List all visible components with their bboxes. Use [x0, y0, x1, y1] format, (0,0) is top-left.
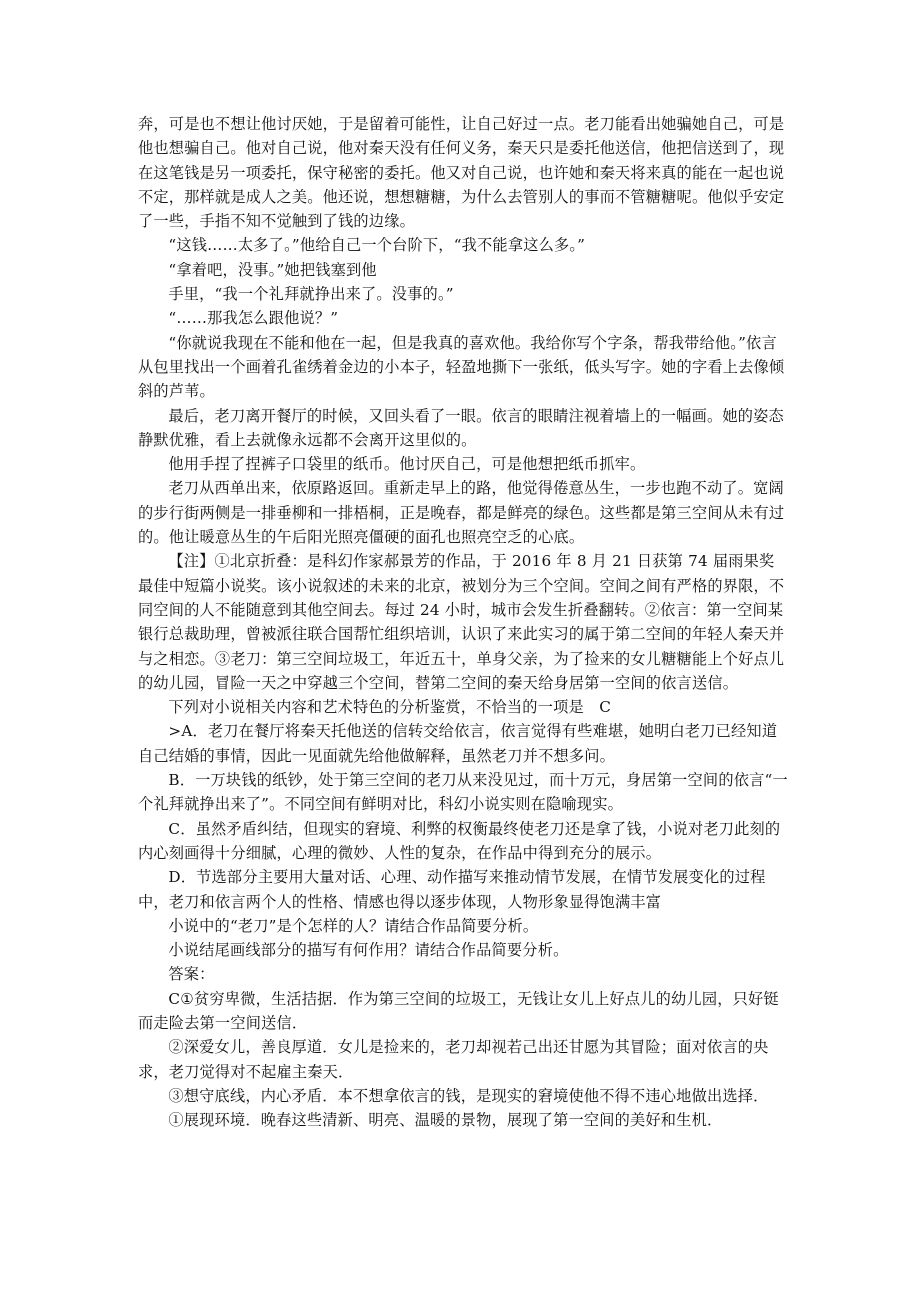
option-c: C．虽然矛盾纠结，但现实的窘境、利弊的权衡最终使老刀还是拿了钱，小说对老刀此刻的内心刻画得十分细腻，心理的微妙、人性的复杂，在作品中得到充分的展示。 — [138, 819, 781, 862]
option-d: D．节选部分主要用大量对话、心理、动作描写来推动情节发展，在情节发展变化的过程中，老刀和依言两个人的性格、情感也得以逐步体现，人物形象显得饱满丰富 — [138, 868, 766, 911]
document-body — [138, 112, 788, 1132]
answer-heading: 答案： — [168, 965, 215, 984]
option-b: B．一万块钱的纸钞，处于第三空间的老刀从来没见过，而十万元，身居第一空间的依言“一个礼拜就挣出来了”。不同空间有鲜明对比，科幻小说实则在隐喻现实。 — [138, 771, 788, 814]
narrative-paragraph: 老刀从西单出来，依原路返回。重新走早上的路，他觉得倦意丛生，一步也跑不动了。宽阔的步行街两侧是一排垂柳和一排梧桐，正是晚春，都是鲜亮的绿色。这些都是第三空间从未有过的。他让暖意丛生的午后阳光照亮僵硬的面孔也照亮空乏的心底。 — [138, 479, 785, 547]
answer-item: ②深爱女儿，善良厚道．女儿是捡来的，老刀却视若己出还甘愿为其冒险；面对依言的央求，老刀觉得对不起雇主秦天． — [138, 1038, 769, 1081]
question-3: 小说结尾画线部分的描写有何作用？请结合作品简要分析。 — [168, 941, 569, 960]
question-2: 小说中的“老刀”是个怎样的人？请结合作品简要分析。 — [168, 916, 539, 935]
dialogue-paragraph: “这钱……太多了。”他给自己一个台阶下，“我不能拿这么多。” — [168, 236, 586, 255]
narrative-paragraph: “你就说我现在不能和他在一起，但是我真的喜欢他。我给你写个字条，帮我带给他。”依言从包里找出一个画着孔雀绣着金边的小本子，轻盈地撕下一张纸，低头写字。她的字看上去像倾斜的芦苇。 — [138, 333, 785, 401]
answer-item: ①展现环境．晚春这些清新、明亮、温暖的景物，展现了第一空间的美好和生机． — [168, 1111, 723, 1130]
narrative-paragraph: 他用手捏了捏裤子口袋里的纸币。他讨厌自己，可是他想把纸币抓牢。 — [168, 455, 646, 474]
answer-item: C①贫穷卑微，生活拮据．作为第三空间的垃圾工，无钱让女儿上好点儿的幼儿园，只好铤而走险去第一空间送信． — [138, 989, 779, 1032]
dialogue-paragraph: “拿着吧，没事。”她把钱塞到他 — [168, 260, 377, 279]
dialogue-paragraph: “……那我怎么跟他说？” — [168, 309, 339, 328]
question-stem: 下列对小说相关内容和艺术特色的分析鉴赏，不恰当的一项是 C — [168, 698, 612, 717]
dialogue-paragraph: 手里，“我一个礼拜就挣出来了。没事的。” — [168, 285, 454, 304]
narrative-paragraph: 最后，老刀离开餐厅的时候，又回头看了一眼。依言的眼睛注视着墙上的一幅画。她的姿态静默优雅，看上去就像永远都不会离开这里似的。 — [138, 406, 784, 449]
answer-item: ③想守底线，内心矛盾．本不想拿依言的钱，是现实的窘境使他不得不违心地做出选择． — [168, 1086, 769, 1105]
note-paragraph: 【注】①北京折叠：是科幻作家郝景芳的作品，于 2016 年 8 月 21 日获第 74 届雨果奖最佳中短篇小说奖。该小说叙述的未来的北京，被划分为三个空间。空间之间有严格的界限，不同空间的人不能随意到其他空间去。每过 24 小时，城市会发生折叠翻转。②依言：第一空间某银行总裁助理，曾被派往联合国帮忙组织培训，认识了来此实习的属于第二空间的年轻人秦天并与之相恋。③老刀：第三空间垃圾工，年近五十，单身父亲，为了捡来的女儿糖糖能上个好点儿的幼儿园，冒险一天之中穿越三个空间，替第二空间的秦天给身居第一空间的依言送信。 — [138, 552, 785, 692]
option-a: >A．老刀在餐厅将秦天托他送的信转交给依言，依言觉得有些难堪，她明白老刀已经知道自己结婚的事情，因此一见面就先给他做解释，虽然老刀并不想多问。 — [138, 722, 778, 765]
paragraph-continuation: 奔，可是也不想让他讨厌她，于是留着可能性，让自己好过一点。老刀能看出她骗她自己，可是他也想骗自己。他对自己说，他对秦天没有任何义务，秦天只是委托他送信，他把信送到了，现在这笔钱是另一项委托，保守秘密的委托。他又对自己说，也许她和秦天将来真的能在一起也说不定，那样就是成人之美。他还说，想想糖糖，为什么去管别人的事而不管糖糖呢。他似乎安定了一些，手指不知不觉触到了钱的边缘。 — [138, 115, 785, 231]
